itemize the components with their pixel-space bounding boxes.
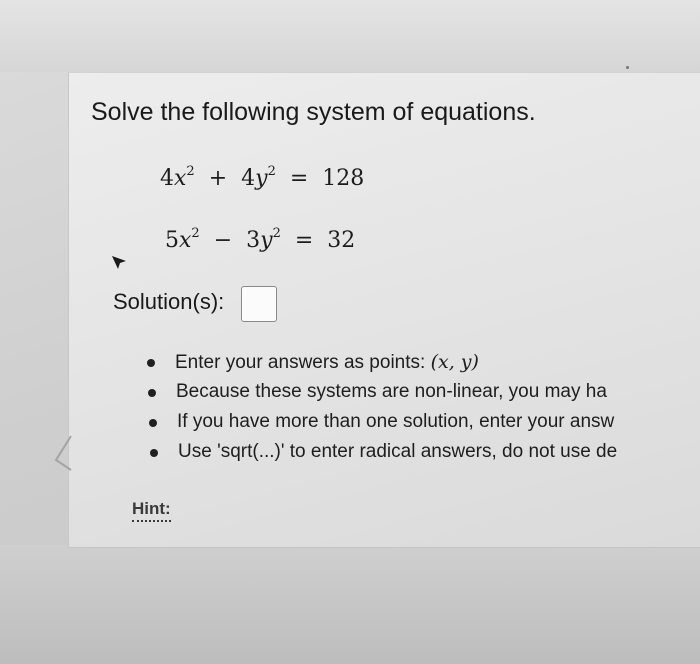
bullet-icon <box>149 419 157 427</box>
screen-speck <box>626 66 629 69</box>
mouse-pointer-icon <box>108 252 130 274</box>
equation-2-var-y: y <box>260 228 273 253</box>
equation-2-operator: − <box>213 228 233 253</box>
equation-1-var-y: y <box>255 166 268 191</box>
question-title: Solve the following system of equations. <box>91 98 536 126</box>
equation-2-equals: = <box>294 228 314 253</box>
equation-2-coef-x: 5 <box>165 228 179 253</box>
equation-2-coef-y: 3 <box>246 228 261 253</box>
equation-1-exp-x: 2 <box>186 164 195 179</box>
instructions-list <box>147 351 700 471</box>
bullet-icon <box>148 389 156 397</box>
instruction-item <box>148 381 700 411</box>
hint-link[interactable]: Hint: <box>132 499 171 522</box>
equation-2-exp-x: 2 <box>191 226 200 241</box>
equation-2-exp-y: 2 <box>272 226 281 241</box>
equation-1-rhs: 128 <box>322 166 365 191</box>
chevron-left-icon[interactable] <box>52 432 74 474</box>
solution-label: Solution(s): <box>113 289 225 314</box>
instruction-text: Use 'sqrt(...)' to enter radical answers, do not use de <box>178 441 618 462</box>
bullet-icon <box>150 449 158 457</box>
bullet-icon <box>147 359 155 367</box>
equation-2-var-x: x <box>179 228 192 253</box>
instruction-text: Because these systems are non-linear, you may ha <box>176 381 607 402</box>
page-bottom-background <box>0 545 700 664</box>
equation-2-rhs: 32 <box>327 228 356 253</box>
instruction-text: Enter your answers as points: <box>175 352 431 373</box>
instruction-item <box>149 411 700 441</box>
equation-1-operator: + <box>208 166 228 191</box>
equation-1-coef-x: 4 <box>160 166 174 191</box>
equation-1-equals: = <box>289 166 309 191</box>
solution-input[interactable] <box>241 286 277 322</box>
equation-1-exp-y: 2 <box>267 164 276 179</box>
instruction-math: (x, y) <box>430 351 479 373</box>
equation-1-coef-y: 4 <box>241 166 256 191</box>
instruction-text: If you have more than one solution, enter your answ <box>177 411 615 432</box>
page-top-background <box>0 0 700 72</box>
equation-1-var-x: x <box>174 166 187 191</box>
instruction-item <box>150 441 700 471</box>
equation-1 <box>160 164 364 191</box>
equation-2 <box>165 226 355 253</box>
instruction-item <box>147 351 700 381</box>
